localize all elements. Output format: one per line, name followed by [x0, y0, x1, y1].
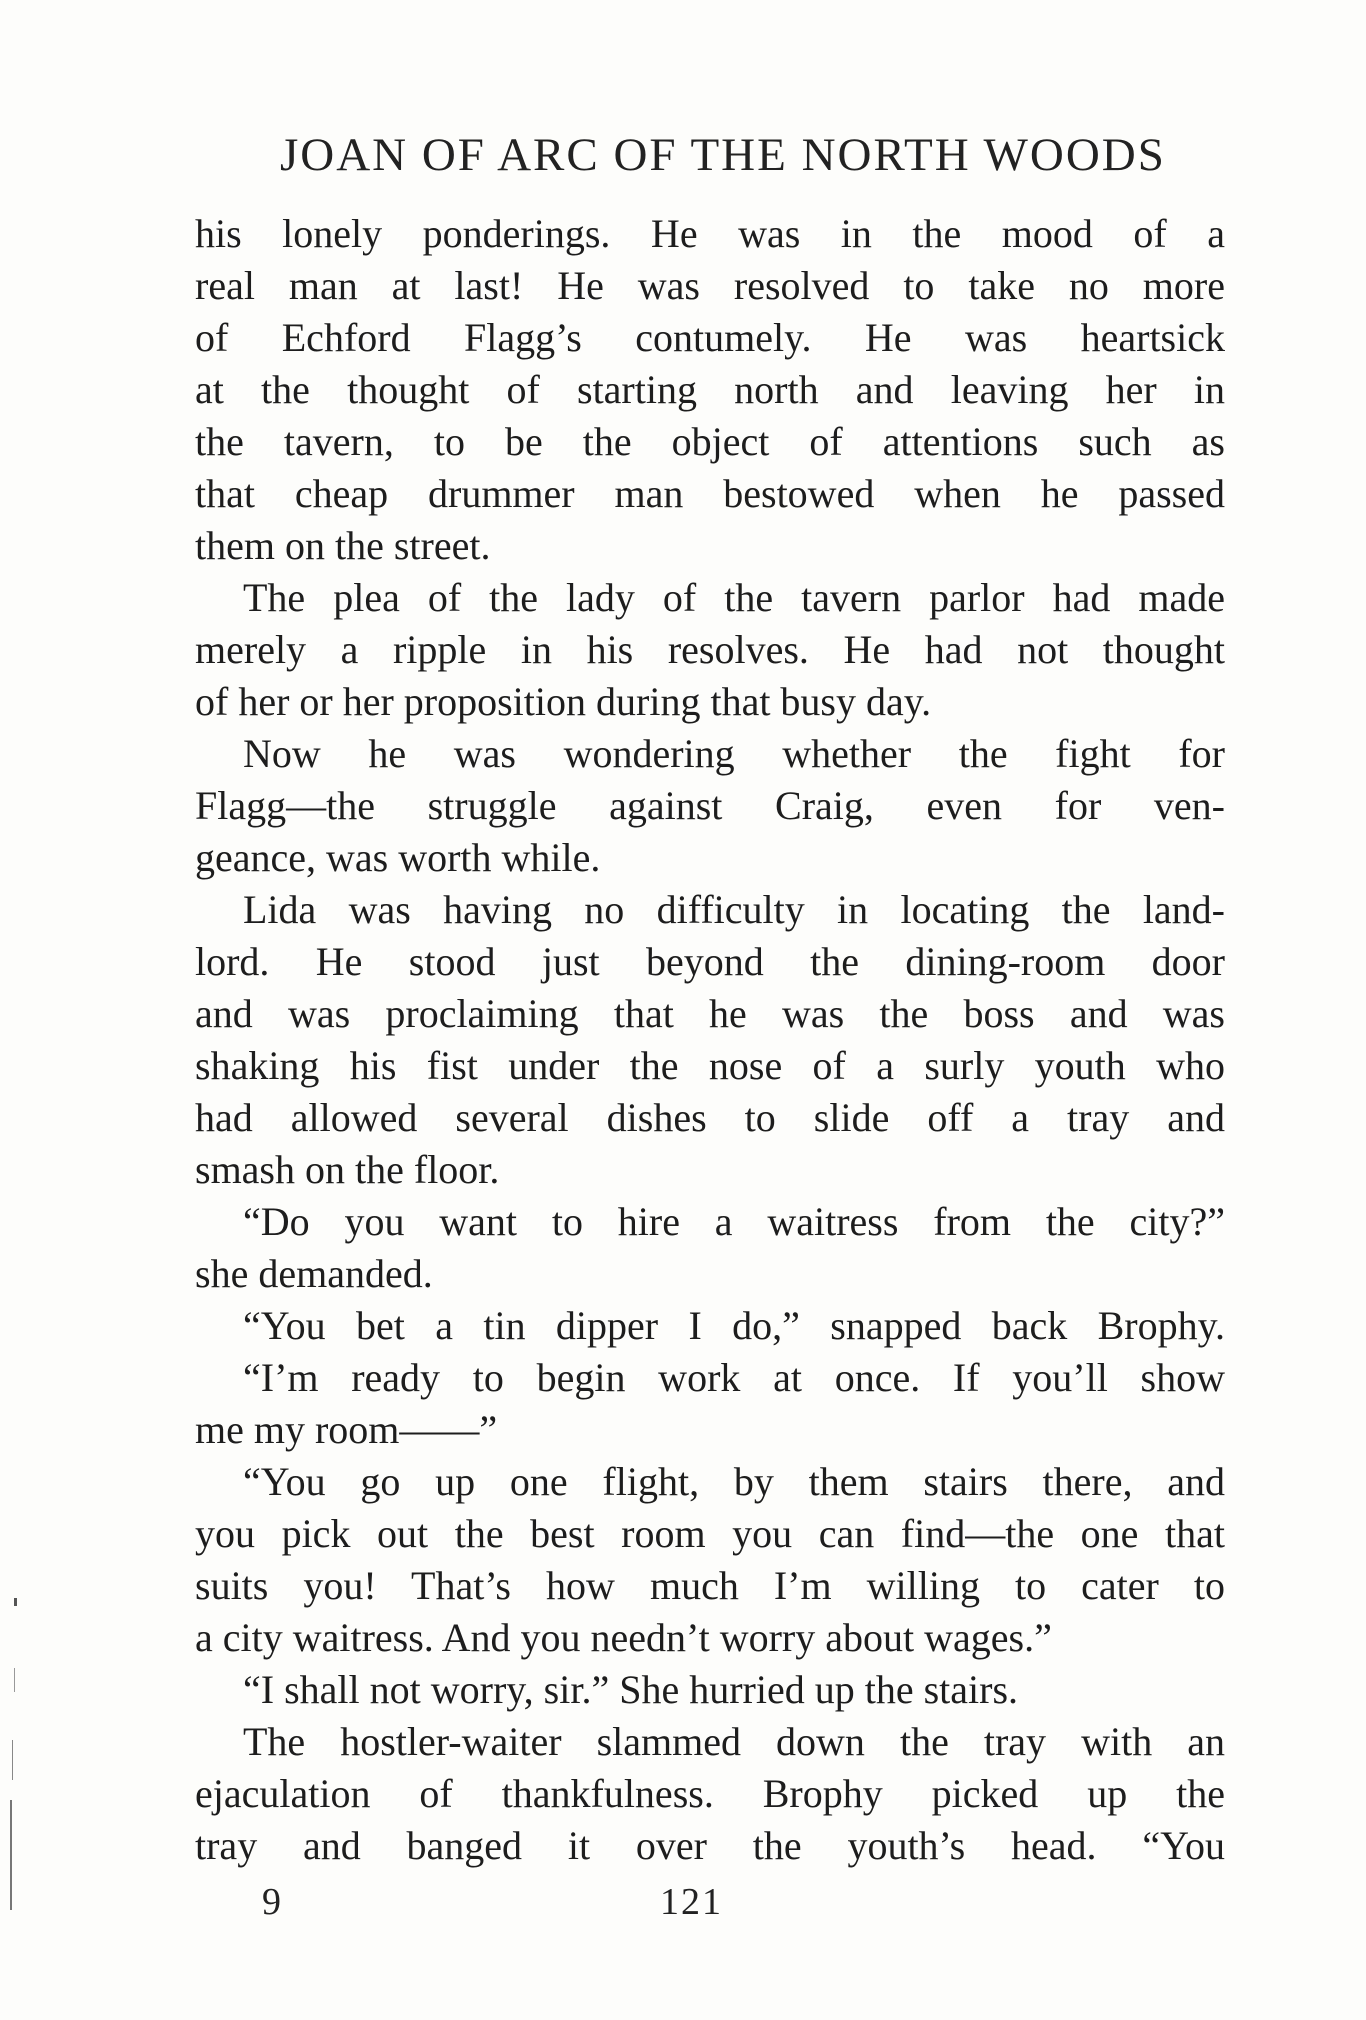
text-line: and was proclaiming that he was the boss and was	[195, 991, 1225, 1036]
margin-mark	[14, 1668, 15, 1692]
margin-mark	[14, 1598, 17, 1606]
text-line: that cheap drummer man bestowed when he passed	[195, 471, 1225, 516]
text-line: Flagg—the struggle against Craig, even for ven-	[195, 783, 1225, 828]
text-line: “You go up one flight, by them stairs there, and	[243, 1459, 1225, 1504]
text-line: “I’m ready to begin work at once. If you’ll show	[243, 1355, 1225, 1400]
text-line: the tavern, to be the object of attentions such as	[195, 419, 1225, 464]
text-line: of her or her proposition during that busy day.	[195, 679, 932, 724]
text-line: “I shall not worry, sir.” She hurried up the stairs.	[243, 1667, 1019, 1712]
page-number: 121	[660, 1881, 723, 1923]
text-line: lord. He stood just beyond the dining-room door	[195, 939, 1225, 984]
text-line: tray and banged it over the youth’s head. “You	[195, 1823, 1225, 1868]
text-line: me my room——”	[195, 1407, 498, 1452]
text-line: ejaculation of thankfulness. Brophy picked up the	[195, 1771, 1225, 1816]
text-line: geance, was worth while.	[195, 835, 601, 880]
text-line: his lonely ponderings. He was in the mood of a	[195, 211, 1225, 256]
running-head: JOAN OF ARC OF THE NORTH WOODS	[280, 129, 1166, 181]
text-line: you pick out the best room you can find—the one that	[195, 1511, 1225, 1556]
text-line: The plea of the lady of the tavern parlor had made	[243, 575, 1225, 620]
text-line: Lida was having no difficulty in locating the land-	[243, 887, 1225, 932]
text-line: shaking his fist under the nose of a surly youth who	[195, 1043, 1225, 1088]
text-line: them on the street.	[195, 523, 491, 568]
text-line: of Echford Flagg’s contumely. He was heartsick	[195, 315, 1225, 360]
text-line: at the thought of starting north and leaving her in	[195, 367, 1225, 412]
text-line: suits you! That’s how much I’m willing to cater to	[195, 1563, 1225, 1608]
text-line: “You bet a tin dipper I do,” snapped back Brophy.	[243, 1303, 1225, 1348]
text-line: “Do you want to hire a waitress from the city?”	[243, 1199, 1225, 1244]
text-line: The hostler-waiter slammed down the tray with an	[243, 1719, 1225, 1764]
text-line: a city waitress. And you needn’t worry about wages.”	[195, 1615, 1052, 1660]
text-line: smash on the floor.	[195, 1147, 500, 1192]
text-line: she demanded.	[195, 1251, 433, 1296]
text-line: real man at last! He was resolved to take no more	[195, 263, 1225, 308]
margin-mark	[10, 1800, 12, 1910]
text-line: Now he was wondering whether the fight for	[243, 731, 1225, 776]
text-line: had allowed several dishes to slide off a tray and	[195, 1095, 1225, 1140]
signature-mark: 9	[262, 1881, 281, 1923]
margin-mark	[12, 1740, 13, 1780]
body-text	[195, 208, 1225, 1872]
text-line: merely a ripple in his resolves. He had not thought	[195, 627, 1225, 672]
